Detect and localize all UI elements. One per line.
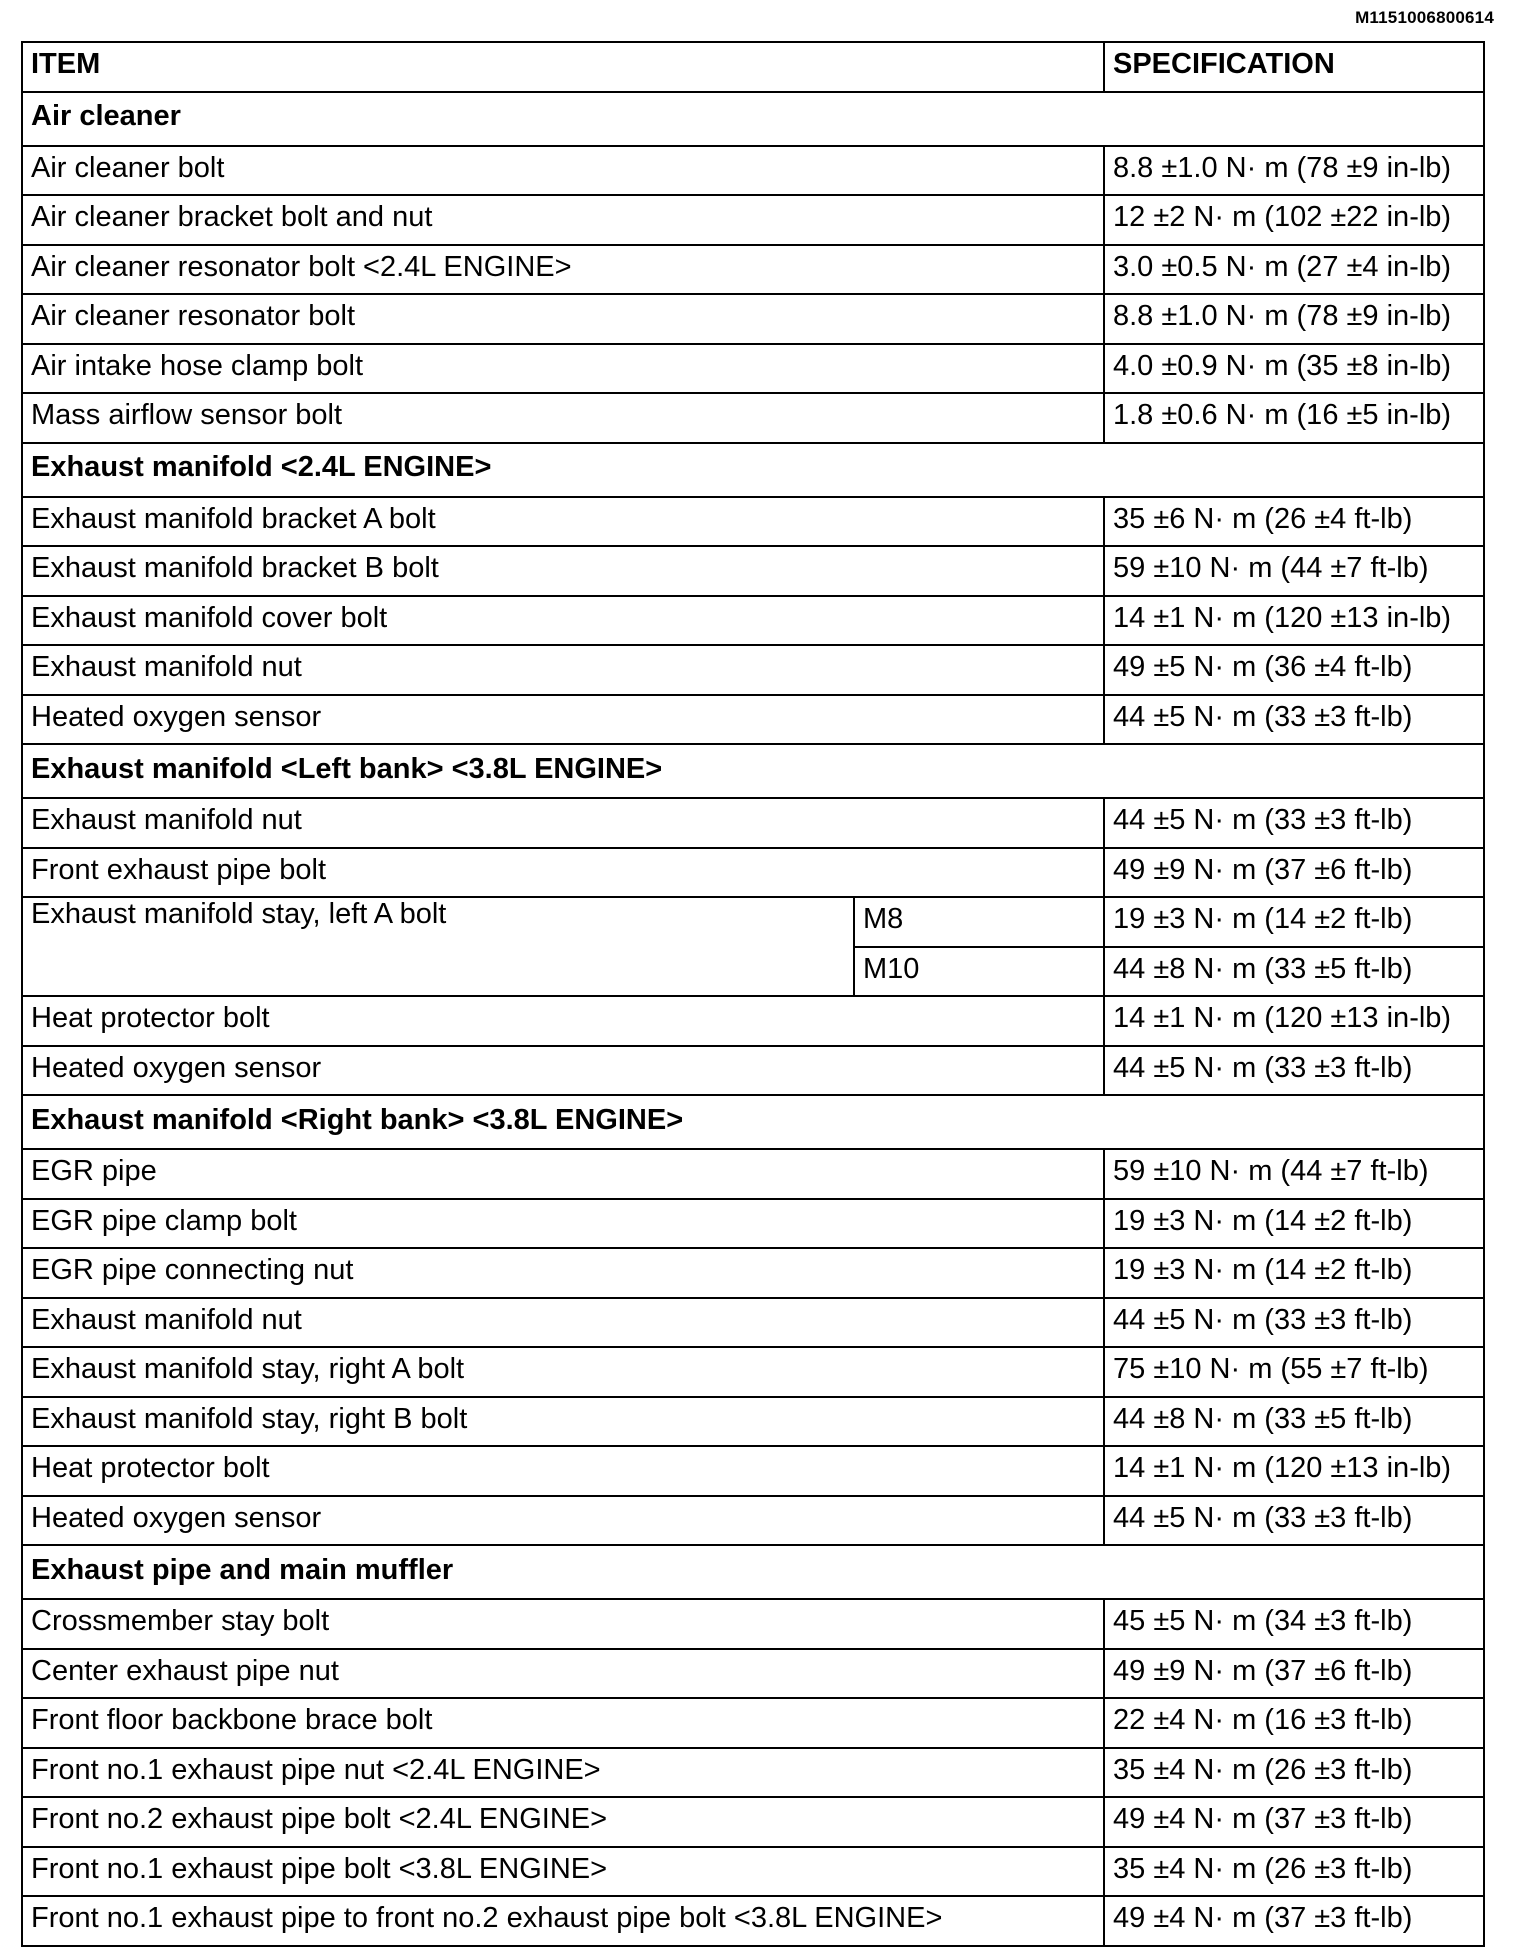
document-id: M1151006800614 xyxy=(1355,8,1494,27)
table-row xyxy=(22,1199,1484,1249)
spec-cell: 44 ±5 N· m (33 ±3 ft-lb) xyxy=(1104,798,1484,848)
table-row xyxy=(22,294,1484,344)
table-row xyxy=(22,695,1484,745)
spec-cell: 75 ±10 N· m (55 ±7 ft-lb) xyxy=(1104,1347,1484,1397)
item-cell: Mass airflow sensor bolt xyxy=(22,393,1104,443)
spec-cell: 44 ±5 N· m (33 ±3 ft-lb) xyxy=(1104,1496,1484,1546)
section-header-row xyxy=(22,92,1484,146)
table-row xyxy=(22,1599,1484,1649)
item-cell: Front no.1 exhaust pipe bolt <3.8L ENGINE> xyxy=(22,1847,1104,1897)
table-row xyxy=(22,1046,1484,1096)
spec-cell: 45 ±5 N· m (34 ±3 ft-lb) xyxy=(1104,1599,1484,1649)
spec-cell: 4.0 ±0.9 N· m (35 ±8 in-lb) xyxy=(1104,344,1484,394)
table-row xyxy=(22,1149,1484,1199)
item-cell: Front exhaust pipe bolt xyxy=(22,848,1104,898)
item-cell: Exhaust manifold bracket B bolt xyxy=(22,546,1104,596)
section-title: Exhaust manifold <Left bank> <3.8L ENGINE> xyxy=(22,744,1484,798)
header-item: ITEM xyxy=(22,42,1104,92)
item-cell: Front no.1 exhaust pipe to front no.2 exhaust pipe bolt <3.8L ENGINE> xyxy=(22,1896,1104,1946)
spec-cell: 22 ±4 N· m (16 ±3 ft-lb) xyxy=(1104,1698,1484,1748)
section-title: Exhaust manifold <Right bank> <3.8L ENGINE> xyxy=(22,1095,1484,1149)
item-cell: Air cleaner resonator bolt <2.4L ENGINE> xyxy=(22,245,1104,295)
table-row xyxy=(22,996,1484,1046)
item-cell: Exhaust manifold nut xyxy=(22,798,1104,848)
table-row xyxy=(22,344,1484,394)
spec-cell: 35 ±4 N· m (26 ±3 ft-lb) xyxy=(1104,1748,1484,1798)
table-row xyxy=(22,1397,1484,1447)
item-cell: Air cleaner bracket bolt and nut xyxy=(22,195,1104,245)
size-cell: M10 xyxy=(854,947,1104,997)
spec-cell: 49 ±4 N· m (37 ±3 ft-lb) xyxy=(1104,1797,1484,1847)
spec-cell: 19 ±3 N· m (14 ±2 ft-lb) xyxy=(1104,897,1484,947)
table-row xyxy=(22,645,1484,695)
spec-cell: 35 ±6 N· m (26 ±4 ft-lb) xyxy=(1104,497,1484,547)
item-cell: Exhaust manifold nut xyxy=(22,645,1104,695)
table-row xyxy=(22,146,1484,196)
table-row xyxy=(22,1446,1484,1496)
item-cell: Exhaust manifold stay, left A bolt xyxy=(22,897,854,996)
table-row xyxy=(22,245,1484,295)
spec-cell: 8.8 ±1.0 N· m (78 ±9 in-lb) xyxy=(1104,294,1484,344)
section-title: Exhaust manifold <2.4L ENGINE> xyxy=(22,443,1484,497)
spec-cell: 59 ±10 N· m (44 ±7 ft-lb) xyxy=(1104,546,1484,596)
spec-cell: 49 ±4 N· m (37 ±3 ft-lb) xyxy=(1104,1896,1484,1946)
section-header-row xyxy=(22,744,1484,798)
item-cell: EGR pipe xyxy=(22,1149,1104,1199)
spec-cell: 19 ±3 N· m (14 ±2 ft-lb) xyxy=(1104,1248,1484,1298)
table-row xyxy=(22,1847,1484,1897)
table-row xyxy=(22,848,1484,898)
table-row xyxy=(22,1347,1484,1397)
spec-cell: 44 ±8 N· m (33 ±5 ft-lb) xyxy=(1104,947,1484,997)
item-cell: Exhaust manifold bracket A bolt xyxy=(22,497,1104,547)
table-row xyxy=(22,546,1484,596)
size-cell: M8 xyxy=(854,897,1104,947)
table-row xyxy=(22,897,1484,947)
item-cell: Exhaust manifold nut xyxy=(22,1298,1104,1348)
item-cell: Center exhaust pipe nut xyxy=(22,1649,1104,1699)
table-row xyxy=(22,1649,1484,1699)
spec-cell: 14 ±1 N· m (120 ±13 in-lb) xyxy=(1104,996,1484,1046)
item-cell: Heated oxygen sensor xyxy=(22,695,1104,745)
section-title: Exhaust pipe and main muffler xyxy=(22,1545,1484,1599)
spec-cell: 49 ±9 N· m (37 ±6 ft-lb) xyxy=(1104,848,1484,898)
table-row xyxy=(22,798,1484,848)
table-row xyxy=(22,1496,1484,1546)
specification-table xyxy=(21,41,1485,1947)
item-cell: Front no.2 exhaust pipe bolt <2.4L ENGINE> xyxy=(22,1797,1104,1847)
spec-cell: 44 ±5 N· m (33 ±3 ft-lb) xyxy=(1104,1046,1484,1096)
section-title: Air cleaner xyxy=(22,92,1484,146)
table-row xyxy=(22,1748,1484,1798)
table-row xyxy=(22,195,1484,245)
table-row xyxy=(22,497,1484,547)
spec-cell: 44 ±5 N· m (33 ±3 ft-lb) xyxy=(1104,695,1484,745)
item-cell: Crossmember stay bolt xyxy=(22,1599,1104,1649)
spec-cell: 49 ±9 N· m (37 ±6 ft-lb) xyxy=(1104,1649,1484,1699)
table-row xyxy=(22,393,1484,443)
spec-cell: 14 ±1 N· m (120 ±13 in-lb) xyxy=(1104,596,1484,646)
item-cell: Heat protector bolt xyxy=(22,996,1104,1046)
item-cell: Air intake hose clamp bolt xyxy=(22,344,1104,394)
section-header-row xyxy=(22,443,1484,497)
spec-cell: 12 ±2 N· m (102 ±22 in-lb) xyxy=(1104,195,1484,245)
item-cell: Exhaust manifold stay, right A bolt xyxy=(22,1347,1104,1397)
spec-cell: 44 ±5 N· m (33 ±3 ft-lb) xyxy=(1104,1298,1484,1348)
table-row xyxy=(22,1797,1484,1847)
spec-cell: 1.8 ±0.6 N· m (16 ±5 in-lb) xyxy=(1104,393,1484,443)
table-row xyxy=(22,1248,1484,1298)
item-cell: EGR pipe clamp bolt xyxy=(22,1199,1104,1249)
spec-cell: 8.8 ±1.0 N· m (78 ±9 in-lb) xyxy=(1104,146,1484,196)
item-cell: Front floor backbone brace bolt xyxy=(22,1698,1104,1748)
header-specification: SPECIFICATION xyxy=(1104,42,1484,92)
section-header-row xyxy=(22,1545,1484,1599)
item-cell: Air cleaner bolt xyxy=(22,146,1104,196)
item-cell: Exhaust manifold stay, right B bolt xyxy=(22,1397,1104,1447)
item-cell: Exhaust manifold cover bolt xyxy=(22,596,1104,646)
section-header-row xyxy=(22,1095,1484,1149)
spec-cell: 49 ±5 N· m (36 ±4 ft-lb) xyxy=(1104,645,1484,695)
table-row xyxy=(22,1896,1484,1946)
item-cell: Front no.1 exhaust pipe nut <2.4L ENGINE> xyxy=(22,1748,1104,1798)
item-cell: EGR pipe connecting nut xyxy=(22,1248,1104,1298)
table-row xyxy=(22,1298,1484,1348)
spec-cell: 19 ±3 N· m (14 ±2 ft-lb) xyxy=(1104,1199,1484,1249)
spec-cell: 59 ±10 N· m (44 ±7 ft-lb) xyxy=(1104,1149,1484,1199)
table-header-row xyxy=(22,42,1484,92)
table-body xyxy=(22,92,1484,1946)
spec-cell: 14 ±1 N· m (120 ±13 in-lb) xyxy=(1104,1446,1484,1496)
item-cell: Heated oxygen sensor xyxy=(22,1496,1104,1546)
table-row xyxy=(22,1698,1484,1748)
item-cell: Heated oxygen sensor xyxy=(22,1046,1104,1096)
spec-cell: 3.0 ±0.5 N· m (27 ±4 in-lb) xyxy=(1104,245,1484,295)
spec-cell: 35 ±4 N· m (26 ±3 ft-lb) xyxy=(1104,1847,1484,1897)
item-cell: Air cleaner resonator bolt xyxy=(22,294,1104,344)
spec-cell: 44 ±8 N· m (33 ±5 ft-lb) xyxy=(1104,1397,1484,1447)
item-cell: Heat protector bolt xyxy=(22,1446,1104,1496)
table-row xyxy=(22,596,1484,646)
